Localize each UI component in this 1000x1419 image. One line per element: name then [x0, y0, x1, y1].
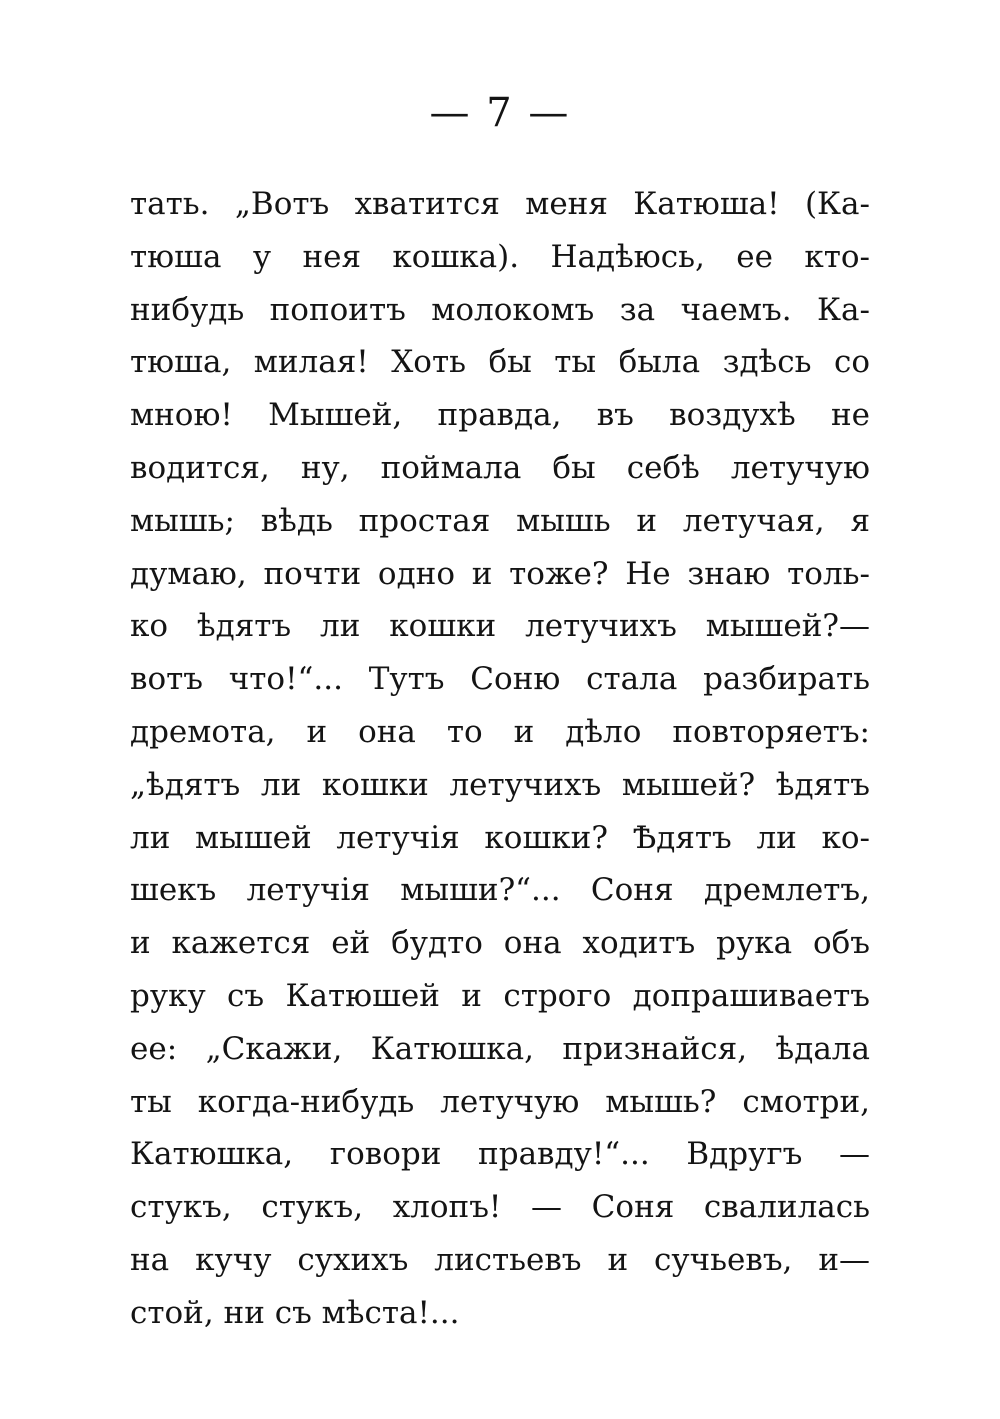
body-text [130, 178, 870, 1340]
text-line: тюша у нея кошка). Надѣюсь, ее кто- [130, 238, 870, 275]
text-line: дремота, и она то и дѣло повторяетъ: [130, 713, 870, 750]
text-line: шекъ летучія мыши?“... Соня дремлетъ, [130, 872, 870, 909]
text-line: руку съ Катюшей и строго допрашиваетъ [130, 977, 870, 1014]
text-line: ко ѣдятъ ли кошки летучихъ мышей?— [130, 608, 870, 645]
text-line: тюша, милая! Хоть бы ты была здѣсь со [130, 344, 870, 381]
text-line: водится, ну, поймала бы себѣ летучую [130, 449, 870, 486]
text-line: Катюшка, говори правду!“... Вдругъ — [130, 1136, 870, 1173]
text-line: думаю, почти одно и тоже? Не знаю толь- [130, 555, 870, 592]
text-line: вотъ что!“... Тутъ Соню стала разбирать [130, 661, 870, 698]
text-line: стукъ, стукъ, хлопъ! — Соня свалилась [130, 1189, 870, 1226]
text-line: ли мышей летучія кошки? Ѣдятъ ли ко- [130, 819, 870, 856]
text-line: нибудь попоитъ молокомъ за чаемъ. Ка- [130, 291, 870, 328]
text-line: стой, ни съ мѣста!... [130, 1294, 460, 1331]
text-line: мышь; вѣдь простая мышь и летучая, я [130, 502, 870, 539]
text-line: и кажется ей будто она ходитъ рука объ [130, 925, 870, 962]
text-line: ты когда-нибудь летучую мышь? смотри, [130, 1083, 870, 1120]
text-line: ее: „Скажи, Катюшка, признайся, ѣдала [130, 1030, 870, 1067]
text-line: тать. „Вотъ хватится меня Катюша! (Ка- [130, 186, 870, 222]
text-line: на кучу сухихъ листьевъ и сучьевъ, и— [130, 1241, 870, 1278]
page-number: — 7 — [429, 90, 571, 136]
text-line: мною! Мышей, правда, въ воздухѣ не [130, 397, 870, 434]
text-line: „ѣдятъ ли кошки летучихъ мышей? ѣдятъ [130, 766, 870, 803]
